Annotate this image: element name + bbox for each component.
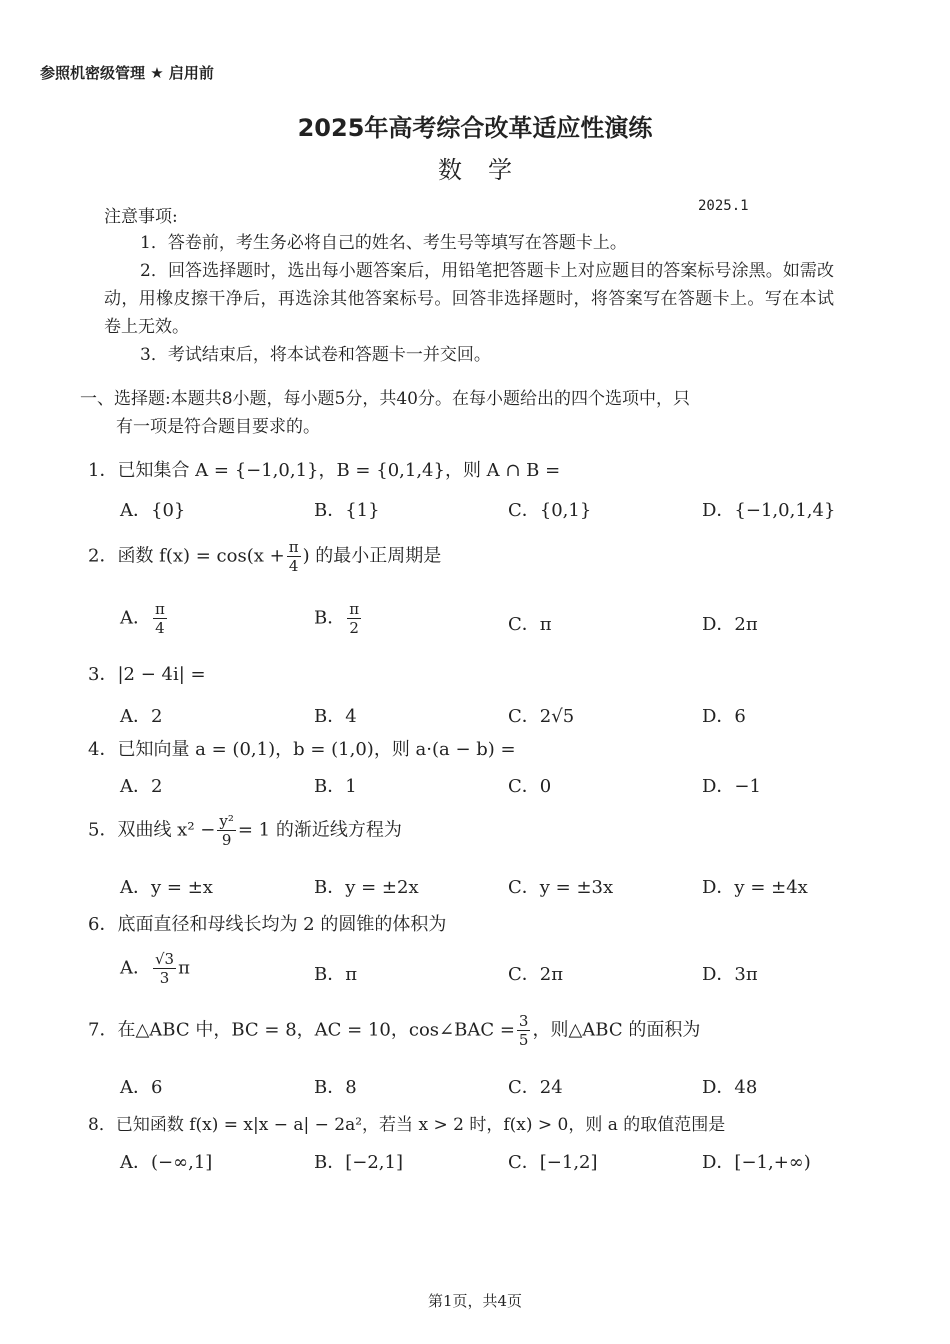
- q2-option-b-den: 2: [349, 619, 359, 637]
- q7-fraction: [517, 1012, 531, 1049]
- confidential-label: 参照机密级管理 ★ 启用前: [40, 64, 214, 82]
- q6-option-d: D．3π: [702, 964, 758, 985]
- q5-frac-num: y²: [219, 812, 234, 830]
- q3-option-b: B．4: [314, 706, 357, 727]
- q4-option-c: C．0: [508, 776, 552, 797]
- q1-option-d: D．{−1,0,1,4}: [702, 500, 836, 521]
- page-footer: 第1页，共4页: [427, 1292, 523, 1310]
- q2-option-b-num: π: [349, 600, 360, 618]
- q2-option-a-label: A．: [120, 607, 151, 629]
- q2-option-a-num: π: [155, 600, 165, 618]
- q8-option-d: D．[−1,+∞): [702, 1152, 811, 1173]
- q6-option-b: B．π: [314, 964, 358, 985]
- q6-option-a-num: √3: [155, 950, 175, 968]
- q7-option-b: B．8: [314, 1077, 357, 1098]
- q5-option-b: B．y = ±2x: [314, 877, 419, 898]
- q2-option-b-label: B．: [314, 607, 346, 629]
- question-6-stem: 6．底面直径和母线长均为 2 的圆锥的体积为: [88, 914, 447, 935]
- q7-option-c: C．24: [508, 1077, 563, 1098]
- q3-option-d: D．6: [702, 706, 746, 727]
- q1-option-b: B．{1}: [314, 500, 380, 521]
- q7-stem-pre: 7．在△ABC 中，BC = 8，AC = 10，cos∠BAC =: [88, 1019, 515, 1041]
- q2-stem-post: ) 的最小正周期是: [302, 545, 442, 567]
- q2-option-b: [314, 600, 363, 637]
- q2-option-a: [120, 600, 169, 637]
- q1-option-c: C．{0,1}: [508, 500, 592, 521]
- question-3-stem: 3．|2 − 4i| =: [88, 664, 206, 685]
- question-8-stem: 8．已知函数 f(x) = x|x − a| − 2a²，若当 x > 2 时，f(x) > 0，则 a 的取值范围是: [88, 1115, 726, 1135]
- q2-option-a-den: 4: [155, 619, 165, 637]
- q7-option-a: A．6: [120, 1077, 163, 1098]
- q4-option-d: D．−1: [702, 776, 761, 797]
- q2-frac-num: π: [288, 538, 299, 556]
- q4-option-a: A．2: [120, 776, 163, 797]
- section-heading-cont: 有一项是符合题目要求的。: [116, 417, 320, 437]
- q2-option-c: C．π: [508, 614, 552, 635]
- q3-option-a: A．2: [120, 706, 163, 727]
- q5-option-d: D．y = ±4x: [702, 877, 808, 898]
- q3-option-c: C．2√5: [508, 706, 575, 727]
- q5-fraction: [217, 812, 236, 849]
- q6-option-a-frac: [153, 950, 176, 987]
- q7-stem-post: ，则△ABC 的面积为: [532, 1019, 701, 1041]
- q2-fraction: [287, 538, 301, 575]
- question-4-stem: 4．已知向量 a = (0,1)，b = (1,0)，则 a·(a − b) =: [88, 739, 516, 760]
- section-heading: 一、选择题:本题共8小题，每小题5分，共40分。在每小题给出的四个选项中，只: [80, 389, 690, 409]
- note-3: 3．考试结束后，将本试卷和答题卡一并交回。: [140, 345, 491, 365]
- q5-stem-pre: 5．双曲线 x² −: [88, 819, 216, 841]
- q2-option-b-frac: [347, 600, 361, 637]
- notes-heading: 注意事项:: [104, 207, 178, 227]
- q6-option-a-den: 3: [159, 969, 170, 987]
- page-title: 2025年高考综合改革适应性演练: [297, 114, 653, 142]
- q8-option-c: C．[−1,2]: [508, 1152, 598, 1173]
- q2-option-a-frac: [153, 600, 167, 637]
- subject-title: 数学: [438, 156, 538, 184]
- q6-option-a-label: A．: [120, 957, 151, 979]
- q6-option-c: C．2π: [508, 964, 564, 985]
- q7-frac-num: 3: [518, 1012, 529, 1030]
- q5-stem-post: = 1 的渐近线方程为: [237, 819, 402, 841]
- q2-frac-den: 4: [288, 557, 299, 575]
- q6-option-a-tail: π: [178, 957, 190, 979]
- exam-date: 2025.1: [698, 198, 749, 214]
- q7-frac-den: 5: [518, 1031, 529, 1049]
- note-1: 1．答卷前，考生务必将自己的姓名、考生号等填写在答题卡上。: [140, 233, 627, 253]
- q2-stem-pre: 2．函数 f(x) = cos(x +: [88, 545, 285, 567]
- question-2-stem: [88, 538, 441, 575]
- question-7-stem: [88, 1012, 700, 1049]
- q5-frac-den: 9: [221, 831, 232, 849]
- q5-option-c: C．y = ±3x: [508, 877, 614, 898]
- q1-option-a: A．{0}: [120, 500, 186, 521]
- question-5-stem: [88, 812, 402, 849]
- q8-option-a: A．(−∞,1]: [120, 1152, 213, 1173]
- q4-option-b: B．1: [314, 776, 357, 797]
- q2-option-d: D．2π: [702, 614, 758, 635]
- q6-option-a: [120, 950, 190, 987]
- q7-option-d: D．48: [702, 1077, 758, 1098]
- q8-option-b: B．[−2,1]: [314, 1152, 403, 1173]
- question-1-stem: 1．已知集合 A = {−1,0,1}，B = {0,1,4}，则 A ∩ B =: [88, 460, 561, 481]
- note-2: 2．回答选择题时，选出每小题答案后，用铅笔把答题卡上对应题目的答案标号涂黑。如需改动，用橡皮擦干净后，再选涂其他答案标号。回答非选择题时，将答案写在答题卡上。写在本试卷上无效。: [104, 261, 834, 337]
- q5-option-a: A．y = ±x: [120, 877, 213, 898]
